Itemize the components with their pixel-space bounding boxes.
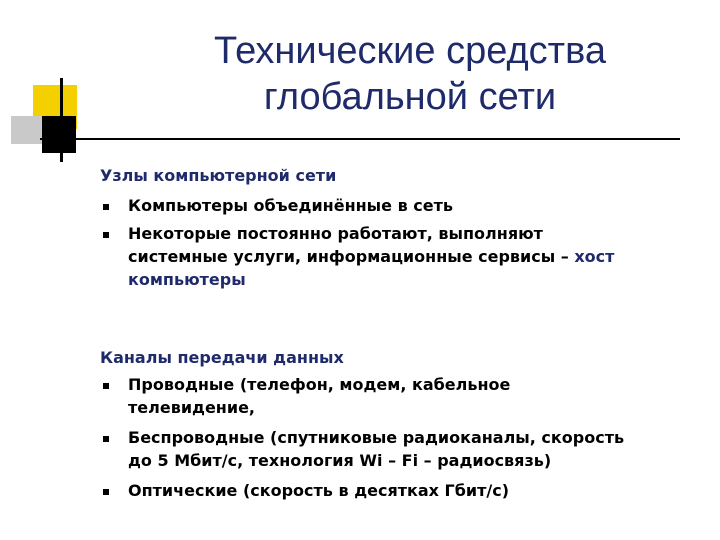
section-heading-channels: Каналы передачи данных — [100, 348, 344, 367]
title-line-1: Технические средства — [214, 30, 606, 72]
list-item-text: системные услуги, информационные сервисы – — [128, 247, 575, 266]
list-item-wired — [128, 373, 698, 419]
logo-black-square — [42, 116, 76, 153]
host-term-continued: компьютеры — [128, 270, 246, 289]
list-item-text: Оптические (скорость в десятках Гбит/с) — [128, 481, 510, 500]
bullet-square-icon — [103, 383, 109, 389]
list-item-text-line2 — [128, 245, 698, 268]
title-line-2: глобальной сети — [263, 76, 557, 118]
list-item-text: Некоторые постоянно работают, выполняют — [128, 224, 543, 243]
list-item-text: Проводные (телефон, модем, кабельное — [128, 375, 511, 394]
list-item-text: Компьютеры объединённые в сеть — [128, 196, 453, 215]
list-item-text: Беспроводные (спутниковые радиоканалы, скорость — [128, 428, 625, 447]
bullet-square-icon — [103, 204, 109, 210]
list-item-computers — [128, 194, 698, 217]
slide-title — [130, 28, 690, 120]
bullet-square-icon — [103, 436, 109, 442]
list-item-text-line2: до 5 Мбит/с, технология Wi – Fi – радиосвязь) — [128, 451, 552, 470]
logo-vertical-line — [60, 78, 63, 162]
host-term: хост — [574, 247, 615, 266]
bullet-square-icon — [103, 232, 109, 238]
list-item-wireless — [128, 426, 698, 472]
list-item-text-line2: телевидение, — [128, 398, 255, 417]
title-underline — [40, 138, 680, 140]
list-item-hosts — [128, 222, 698, 291]
section-heading-nodes: Узлы компьютерной сети — [100, 166, 337, 185]
bullet-square-icon — [103, 489, 109, 495]
list-item-optical — [128, 479, 698, 502]
